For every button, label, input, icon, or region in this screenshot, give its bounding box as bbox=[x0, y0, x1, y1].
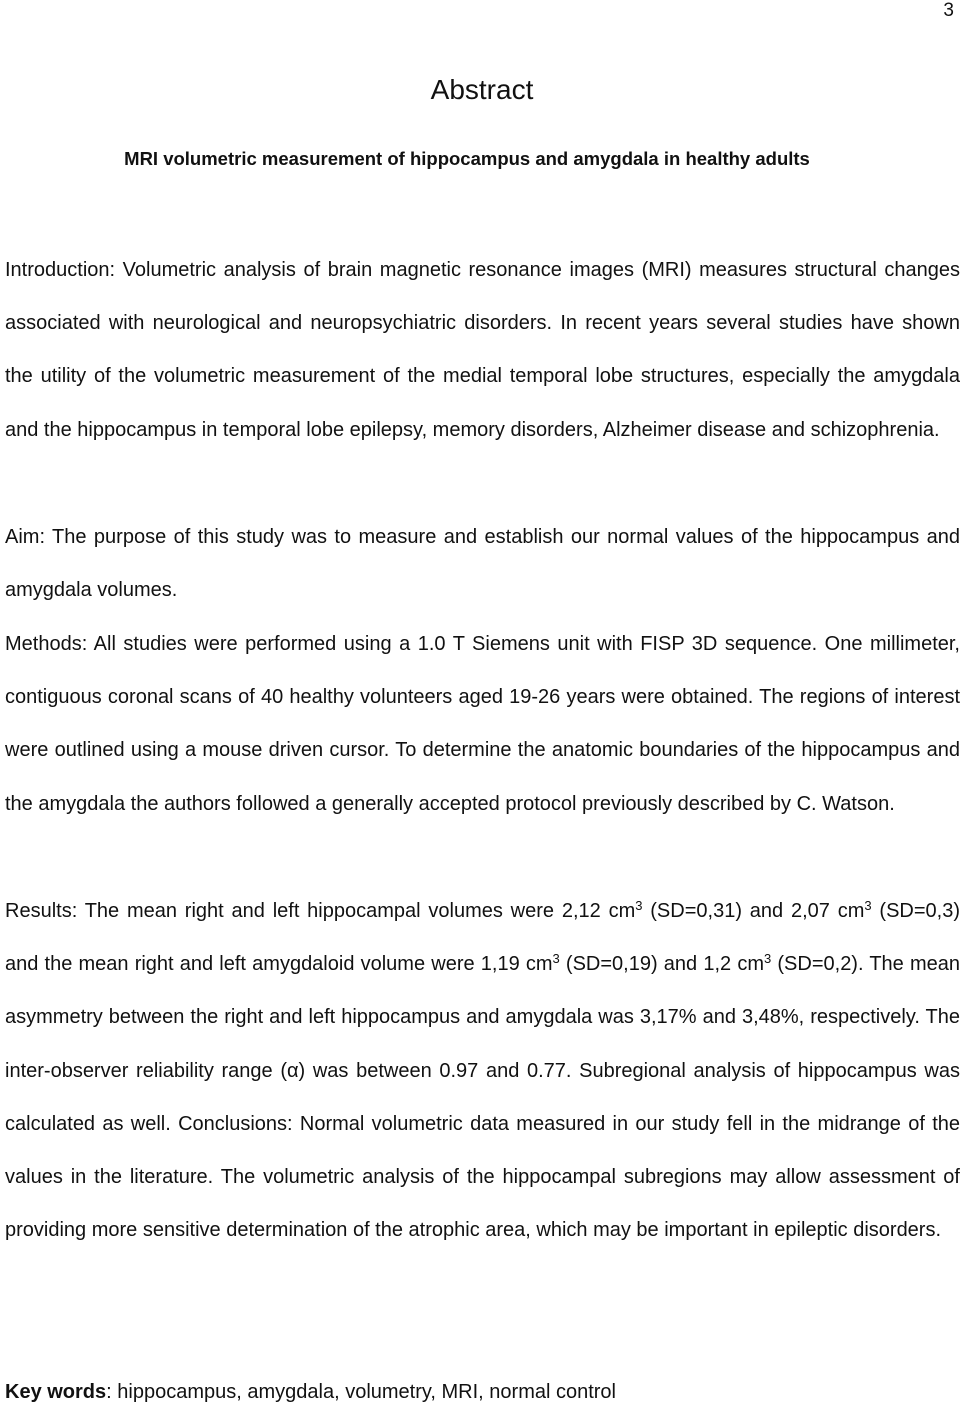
results-text: (SD=0,2). The mean asymmetry between the right and left hippocampus and amygdala was 3,17% and 3,48%, respectively. The inter-observer reliability range (α) was between 0.97 and 0.77. Subregional analysis of hippocampus was calculated as well. Conclusions: Normal volumetric data measured in our study fell in the midrange of the values in the literature. The volumetric analysis of the hippocampal subregions may allow assessment of providing more sensitive determination of the atrophic area, which may be important in epileptic disorders. bbox=[5, 953, 960, 1242]
results-text: (SD=0,31) and 2,07 cm bbox=[642, 900, 865, 922]
keywords-list: hippocampus, amygdala, volumetry, MRI, normal control bbox=[117, 1381, 617, 1403]
superscript-cubic: 3 bbox=[552, 951, 560, 967]
results-text: (SD=0,19) and 1,2 cm bbox=[559, 953, 764, 976]
methods-paragraph: Methods: All studies were performed using a 1.0 T Siemens unit with FISP 3D sequence. One millimeter, contiguous coronal scans of 40 healthy volunteers aged 19-26 years were obtained. The regions of interest were outlined using a mouse driven cursor. To determine the anatomic boundaries of the hippocampus and the amygdala the authors followed a generally accepted protocol previously described by C. Watson. bbox=[5, 633, 960, 815]
superscript-cubic: 3 bbox=[635, 898, 643, 913]
keywords-separator: : bbox=[106, 1381, 118, 1403]
superscript-cubic: 3 bbox=[864, 898, 872, 913]
keywords-label: Key words bbox=[5, 1381, 107, 1403]
keywords-line bbox=[5, 1378, 616, 1406]
results-text: (SD=0,3) and the mean right and left amygdaloid volume were 1,19 cm bbox=[5, 900, 960, 976]
abstract-heading: Abstract bbox=[430, 74, 534, 105]
superscript-cubic: 3 bbox=[763, 951, 772, 967]
page-number: 3 bbox=[943, 0, 954, 21]
paper-title: MRI volumetric measurement of hippocampus and amygdala in healthy adults bbox=[124, 148, 810, 169]
introduction-paragraph: Introduction: Volumetric analysis of brain magnetic resonance images (MRI) measures structural changes associated with neurological and neuropsychiatric disorders. In recent years several studies have shown the utility of the volumetric measurement of the medial temporal lobe structures, especially the amygdala and the hippocampus in temporal lobe epilepsy, memory disorders, Alzheimer disease and schizophrenia. bbox=[5, 259, 960, 441]
results-paragraph bbox=[5, 885, 960, 1257]
aim-paragraph: Aim: The purpose of this study was to measure and establish our normal values of the hippocampus and amygdala volumes. bbox=[5, 526, 960, 602]
results-text: Results: The mean right and left hippocampal volumes were 2,12 cm bbox=[5, 900, 636, 922]
